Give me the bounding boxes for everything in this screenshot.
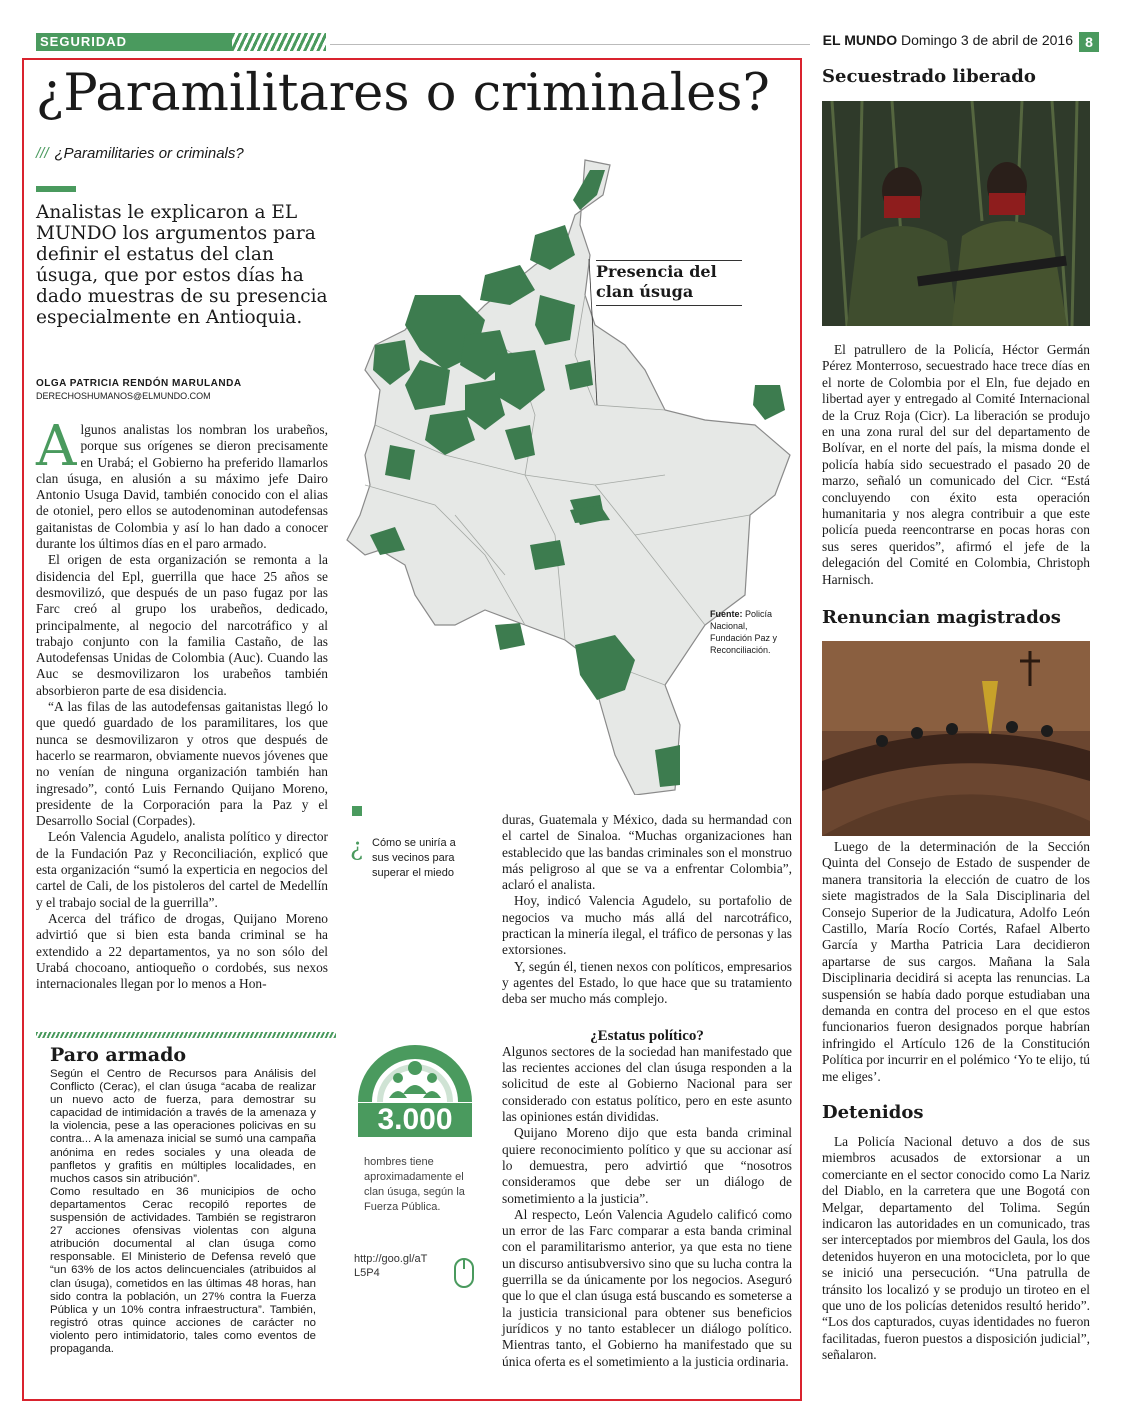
section-label: SEGURIDAD: [36, 33, 232, 51]
paro-paragraph: Como resultado en 36 municipios de ocho departamentos Cerac recopiló reportes de suspensión de actividades. También se registraron 27 acciones ofensivas violentas con alguna atribución documental al clan úsuga como responsable. El Ministerio de Defensa reveló que “un 63% de los actos delincuenciales (atribuidos al clan úsuga), cometidos en las últimas 48 horas, han sido contra la población, un 27% contra la Fuerza Pública y un 10% contra infraestructura”. También, registró otras quince acciones de carácter no violento pero intimidatorio, tales como eventos de propaganda.: [50, 1185, 316, 1355]
side-question-text: Cómo se uniría a sus vecinos para superar el miedo: [372, 837, 456, 879]
article-subtitle: [36, 145, 244, 162]
header-rule: [330, 44, 810, 45]
body-paragraph: Acerca del tráfico de drogas, Quijano Moreno advirtió que si bien esta banda criminal se ha extendido a 22 departamentos, ya no son sólo del Urabá chocoano, antioqueño o cordobés, sus nexos internacionales llegan por lo menos a Hon-: [36, 910, 328, 992]
page-number: 8: [1079, 32, 1099, 52]
first-paragraph-text: lgunos analistas los nombran los urabeños, porque sus orígenes se dieron precisamente en Urabá; el Gobierno ha preferido llamarlos clan úsuga, en alusión a su máximo jefe Dairo Antonio Usuga David, también conocido con el alias de otoniel, pero ellos se autodenominan autodefensas gaitanistas de Colombia y así lo han dado a conocer durante los últimos días en el paro armado.: [36, 422, 328, 552]
body-paragraph: Hoy, indicó Valencia Agudelo, su portafolio de negocios va mucho más allá del narcotráfico, practican la minería ilegal, el tráfico de personas y las extorsiones.: [502, 893, 792, 958]
article-column-3: [502, 812, 792, 1370]
wall: [822, 641, 1090, 731]
body-paragraph: Al respecto, León Valencia Agudelo calificó como un error de las Farc comparar a esta banda criminal con el paramilitarismo anterior, ya que esta no tiene un discurso antisubversivo sino que su lucha contra la guerrilla se da únicamente por los negocios. Aseguró que lo que el clan úsuga está buscando es someterse a la justicia transicional para obtener sus beneficios jurídicos y no tanto establecer un diálogo político. Mientras tanto, el Gobierno ha manifestado que su única oferta es el sometimiento a la justicia ordinaria.: [502, 1206, 792, 1369]
body-paragraph: León Valencia Agudelo, analista político y director de la Fundación Paz y Reconciliación, explicó que esta organización “sumó la experticia en negocios del cartel de Cali, de los pistoleros del cartel de Medellín y el trabajo social de la guerrilla”.: [36, 829, 328, 910]
red-mask-left: [884, 196, 920, 218]
body-paragraph: El origen de esta organización se remonta a la disidencia del Epl, guerrilla que hace 25 años se desmovilizó, que después de un paso fugaz por las Farc creó al grupo los urabeños, dedicado, principalmente, al negocio del narcotráfico y al trabajo conjunto con la familia Castaño, de las Autodefensas Unidas de Colombia (Auc). Cuando las Auc se desmovilizaron los urabeños también absorbieron parte de esa disidencia.: [36, 552, 328, 698]
drop-cap: A: [36, 414, 77, 479]
people-icon: [389, 1061, 441, 1098]
article-link[interactable]: [354, 1252, 474, 1280]
paper-name: EL MUNDO: [822, 32, 898, 48]
paro-paragraph: Según el Centro de Recursos para Análisis del Conflicto (Cerac), el clan úsuga “acaba de realizar un nuevo acto de fuerza, para demostrar su capacidad de intimidación a través de la amenaza y la violencia, pese a las operaciones policivas en su contra... A la amenaza inicial se sumó una campaña anónima en redes sociales y una oleada de panfletos y grafitis en múltiples localidades, en muchos casos sin atribución”.: [50, 1068, 316, 1185]
map-label: Presencia del clan úsuga: [596, 260, 742, 306]
story-paragraph: El patrullero de la Policía, Héctor Germán Pérez Monterroso, secuestrado hace trece días en el norte de Colombia por el Eln, fue dejado en libertad ayer y entregado al Comité Internacional de la Cruz Roja (Cicr). La liberación se produjo en una zona rural del sur del departamento de Bolívar, en el norte del país, la misma donde el policía había sido secuestrado el pasado 20 de marzo, señaló un comunicado del Cicr. “Está concluyendo con éxito esta operación humanitaria y nos alegra contribuir a que este policía pueda reencontrarse en pocas horas con sus seres queridos”, afirmó el jefe de la delegación del Comité en Colombia, Christoph Harnisch.: [822, 342, 1090, 587]
paro-box-rule: [36, 1032, 336, 1038]
map-source-text: Policía Nacional, Fundación Paz y Reconciliación.: [710, 609, 778, 655]
map-source: [710, 608, 790, 656]
section-hatch-decoration: [232, 33, 326, 51]
issue-date: Domingo 3 de abril de 2016: [900, 32, 1073, 48]
paro-armado-heading: Paro armado: [50, 1044, 187, 1066]
mouse-icon: [452, 1256, 476, 1290]
paro-armado-text: [50, 1068, 316, 1356]
story-detenidos-text: [822, 1134, 1090, 1364]
article-column-1: [36, 414, 328, 992]
subhead: ¿Estatus político?: [590, 1027, 704, 1044]
body-paragraph: Y, según él, tienen nexos con políticos, empresarios y agentes del Estado, lo que hace que su tratamiento deba ser mucho más complejo.: [502, 958, 792, 1007]
link-text[interactable]: http://goo.gl/aTL5P4: [354, 1253, 428, 1279]
story-secuestrado-text: [822, 342, 1090, 588]
red-mask-right: [989, 193, 1025, 215]
subtitle-text: ¿Paramilitaries or criminals?: [54, 145, 244, 162]
story-secuestrado-title: Secuestrado liberado: [822, 66, 1036, 87]
story-paragraph: La Policía Nacional detuvo a dos de sus miembros acusados de extorsionar a un comerciante en el sector conocido como La Nariz del Diablo, en la carretera que une Bogotá con Melgar, departamento del Tolima. Según indicaron las autoridades en un comunicado, tras ser interceptados por miembros del Gaula, los dos detenidos huyeron en una motocicleta, por lo que se inició una persecución. “Una patrulla de tránsito los localizó y se produjo un tiroteo en el que uno de los policías detenidos resultó herido”. “Los dos capturados, cuyas identidades no fueron facilitadas, fueron puestos a disposición judicial”, señalaron.: [822, 1134, 1090, 1363]
story-detenidos-title: Detenidos: [822, 1102, 924, 1123]
photo-armed-guerrillas: [822, 101, 1090, 326]
question-mark-icon: ¿: [350, 833, 363, 861]
article-lead: Analistas le explicaron a EL MUNDO los argumentos para definir el estatus del clan úsuga, que por estos días ha dado muestras de su presencia especialmente en Antioquia.: [36, 202, 328, 328]
body-paragraph: Algunos sectores de la sociedad han manifestado que las recientes acciones del clan úsuga responden a la solicitud de este al Gobierno Nacional para ser considerado con estatus político, pero en este asunto las opiniones están divididas.: [502, 1043, 792, 1125]
lead-marker: [36, 186, 76, 192]
photo-courtroom: [822, 641, 1090, 836]
body-paragraph: “A las filas de las autodefensas gaitanistas llegó lo que quedó guardado de los paramilitares, los que nunca se desmovilizaron y otros que después de hacerlo se rearmaron, obviamente nuevos jóvenes que no venían de ninguna organización también han ingresado”, contó Luis Fernando Quijano Moreno, presidente de la Corporación para la Paz y el Desarrollo Social (Corpades).: [36, 699, 328, 829]
body-paragraph: duras, Guatemala y México, dada su hermandad con el cartel de Sinaloa. “Muchas organizaciones han establecido que las bandas criminales son el monstruo más peligroso al que se va a enfrentar Colombia”, aclaró el analista.: [502, 812, 792, 893]
map-source-label: Fuente:: [710, 609, 743, 619]
story-magistrados-title: Renuncian magistrados: [822, 607, 1061, 628]
stat-value: 3.000: [358, 1103, 472, 1137]
masthead: [823, 32, 1073, 48]
author-email: DERECHOSHUMANOS@ELMUNDO.COM: [36, 391, 211, 401]
slash-marks: ///: [36, 145, 49, 162]
colombia-map: [335, 155, 795, 795]
author-byline: OLGA PATRICIA RENDÓN MARULANDA: [36, 378, 242, 389]
body-paragraph: Quijano Moreno dijo que esta banda criminal quiere reconocimiento político y que su accionar así lo demuestra, pero advirtió que “nosotros consideramos que debe ser un diálogo de sometimiento a la justicia”.: [502, 1125, 792, 1206]
article-title: ¿Paramilitares o criminales?: [36, 64, 770, 123]
side-question-marker: [352, 806, 362, 816]
story-paragraph: Luego de la determinación de la Sección Quinta del Consejo de Estado de suspender de manera transitoria la elección de cuatro de los siete magistrados de la Sala Disciplinaria del Consejo Superior de la Judicatura, Adolfo León Castillo, María Rocío Cortés, Rafael Alberto García y Martha Patricia Lara decidieron apartarse de sus cargos. Mañana la Sala Disciplinaria decidirá si acepta las renuncias. La suspensión se había dado porque estudiaban una demanda en contra del proceso en el que estos funcionarios fueron designados porque habrían infringido el Artículo 126 de la Constitución Política por incurrir en el polémico ‘Yo te elijo, tú me eliges’.: [822, 839, 1090, 1084]
first-paragraph: [36, 414, 328, 552]
story-magistrados-text: [822, 839, 1090, 1085]
stat-caption: hombres tiene aproximadamente el clan úsuga, según la Fuerza Pública.: [364, 1156, 465, 1213]
